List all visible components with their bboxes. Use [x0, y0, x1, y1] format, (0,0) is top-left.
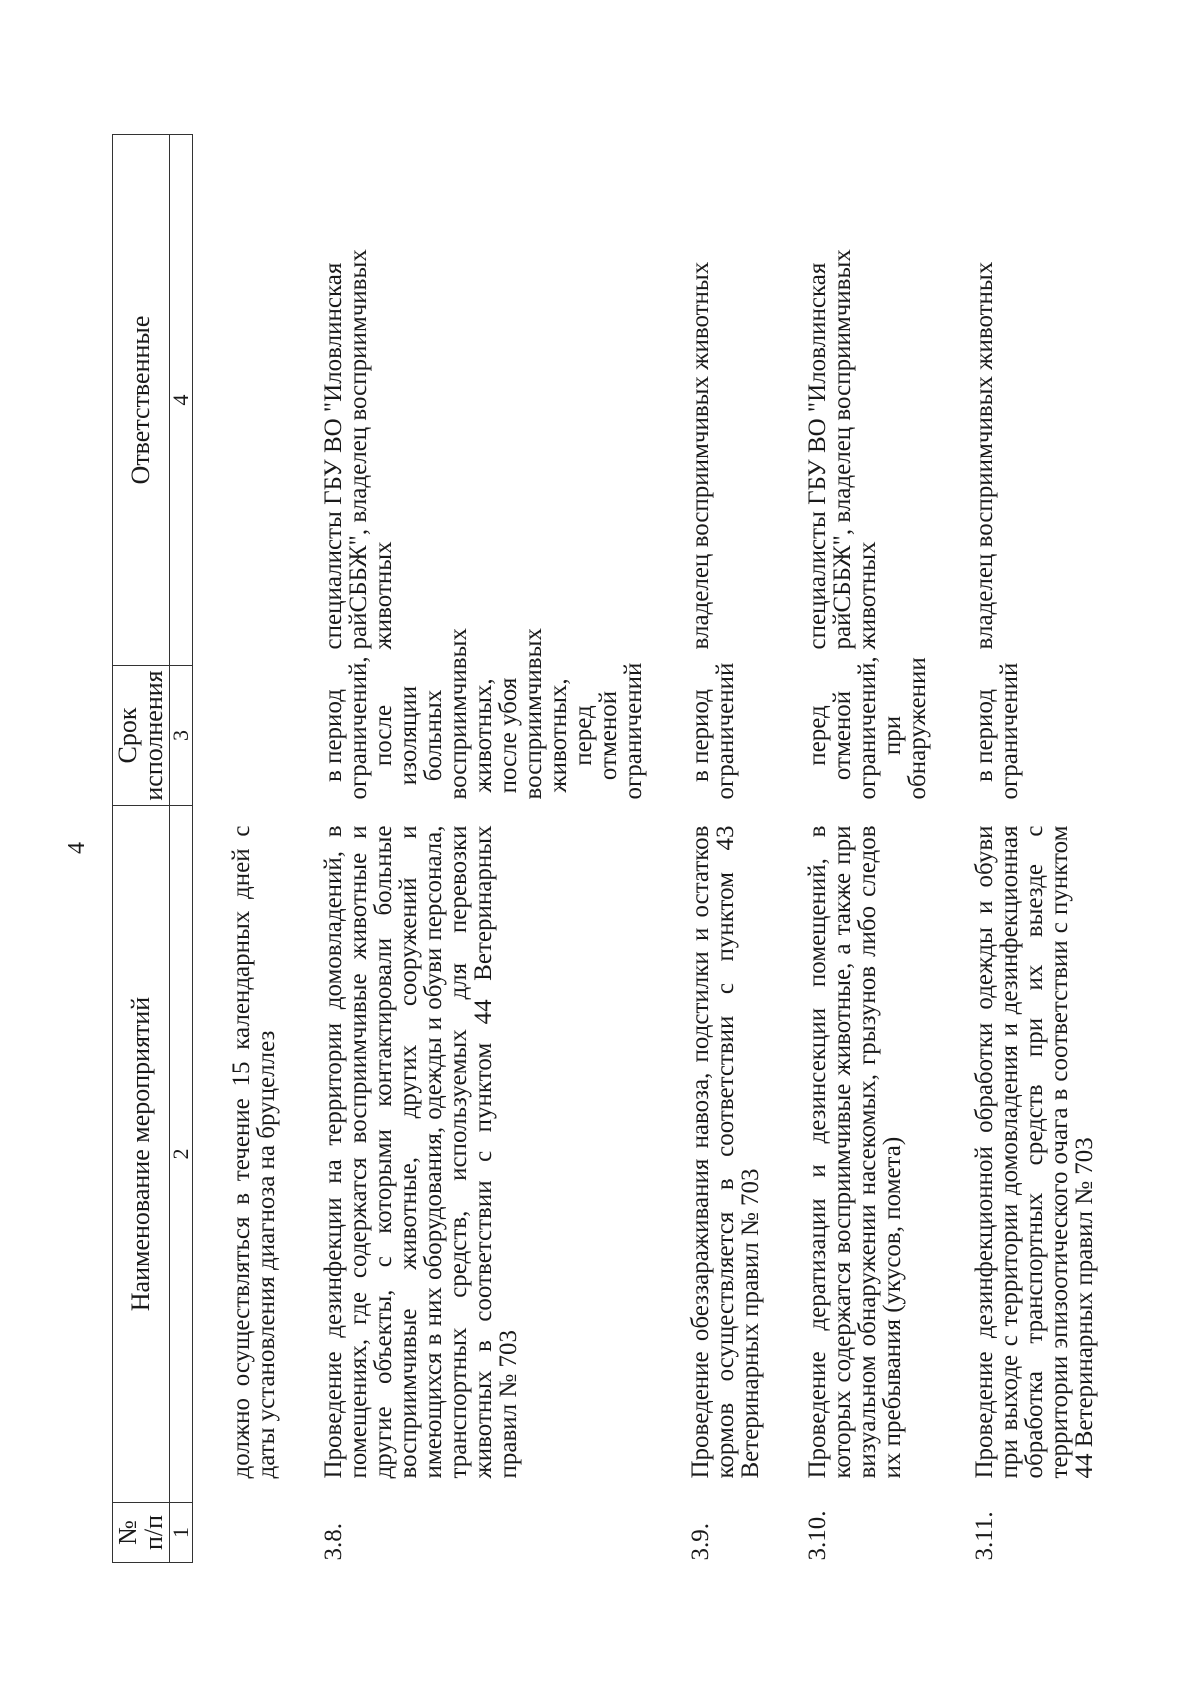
table-row [229, 135, 321, 1563]
deadline: перед отменой ограничений, при обнаружении [804, 656, 931, 800]
table-row [805, 135, 972, 1563]
responsible: специалисты ГБУ ВО "Иловлинская райСББЖ", владелец восприимчивых животных [804, 249, 881, 650]
page-number: 4 [64, 842, 90, 854]
header-num: № п/п [113, 1503, 170, 1563]
deadline: в период ограничений [971, 662, 1023, 800]
deadline: в период ограничений, после изоляции больных восприимчивых животных, после убоя восприимчивых животных, перед отменой ограничений [320, 628, 647, 800]
measure-name: Проведение дезинфекции на территории домовладений, в помещениях, где содержатся восприимчивые животные и другие объекты, с которыми контактировали больные восприимчивые животные, других сооружений и имеющихся в них оборудования, одежды и обуви персонала, транспортных средств, используемых для перевозки животных в соответствии с пунктом 44 Ветеринарных правил № 703 [320, 825, 522, 1479]
measures-table [112, 134, 1139, 1563]
column-number: 2 [170, 806, 193, 1503]
column-number-row [170, 135, 193, 1563]
column-number: 1 [170, 1503, 193, 1563]
responsible [229, 135, 321, 666]
deadline [229, 666, 321, 806]
measure-name: должно осуществляться в течение 15 календарных дней с даты установления диагноза на бруцеллез [228, 825, 280, 1479]
table-row [972, 135, 1139, 1563]
measure-name: Проведение дезинфекционной обработки одежды и обуви при выходе с территории домовладения и дезинфекционная обработка транспортных средств при их выезде с территории эпизоотического очага в соответствии с пунктом 44 Ветеринарных правил № 703 [971, 825, 1098, 1479]
row-number: 3.8. [320, 1523, 347, 1561]
header-term: Срок исполнения [113, 666, 170, 806]
responsible: владелец восприимчивых животных [687, 261, 714, 650]
table-row [688, 135, 805, 1563]
header-resp: Ответственные [113, 135, 170, 666]
spacer-row [193, 135, 230, 1563]
column-number: 3 [170, 666, 193, 806]
responsible: специалисты ГБУ ВО "Иловлинская райСББЖ", владелец восприимчивых животных [320, 249, 397, 650]
responsible: владелец восприимчивых животных [971, 261, 998, 650]
measure-name: Проведение обеззараживания навоза, подстилки и остатков кормов осуществляется в соответствии с пунктом 43 Ветеринарных правил № 703 [687, 825, 764, 1479]
row-number: 3.10. [804, 1510, 831, 1561]
row-number [229, 1503, 321, 1563]
row-number: 3.9. [687, 1523, 714, 1561]
column-number: 4 [170, 135, 193, 666]
header-name: Наименование мероприятий [113, 806, 170, 1503]
table-row [321, 135, 688, 1563]
measure-name: Проведение дератизации и дезинсекции помещений, в которых содержатся восприимчивые животные, а также при визуальном обнаружении насекомых, грызунов либо следов их пребывания (укусов, помета) [804, 825, 906, 1479]
row-number: 3.11. [971, 1511, 998, 1561]
table-header-row [113, 135, 170, 1563]
deadline: в период ограничений [687, 662, 739, 800]
